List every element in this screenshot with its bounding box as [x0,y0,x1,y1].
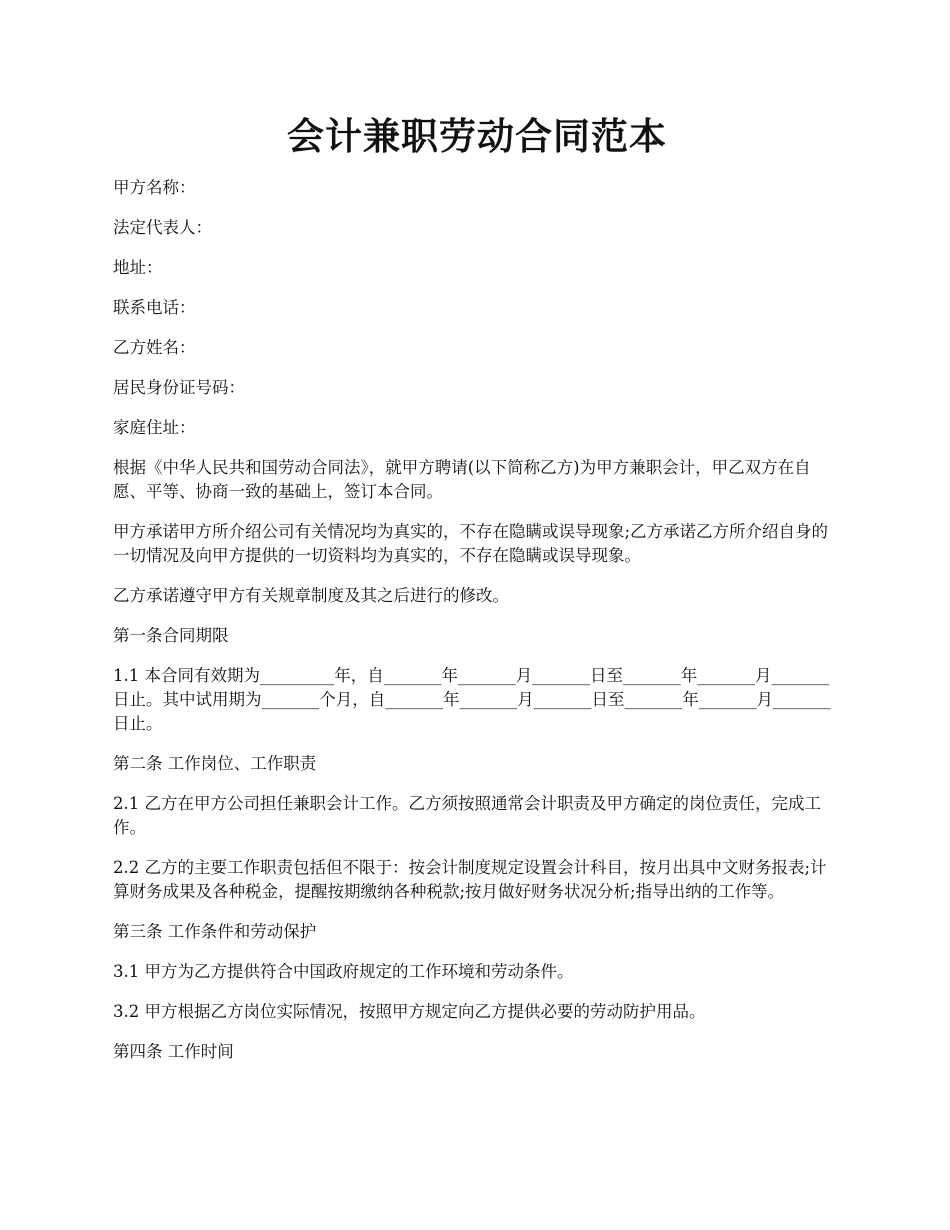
section-heading-1: 第一条合同期限 [113,626,229,645]
section-heading-2: 第二条 工作岗位、工作职责 [113,754,317,773]
party-a-name: 甲方名称： [113,178,196,197]
clause-1-1: 1.1 本合同有效期为_________年，自_______年_______月_______日至_______年_______月_______日止。其中试用期为_______个月，自_______年_______月_______日至_______年_______月_______日止。 [113,666,831,733]
party-b-name: 乙方姓名： [113,338,196,357]
section-heading-4: 第四条 工作时间 [113,1042,234,1061]
clause-2-1: 2.1 乙方在甲方公司担任兼职会计工作。乙方须按照通常会计职责及甲方确定的岗位责任，完成工作。 [113,794,821,837]
legal-representative: 法定代表人： [113,218,212,237]
contact-phone: 联系电话： [113,298,196,317]
document-title: 会计兼职劳动合同范本 [287,114,667,158]
preamble-paragraph: 根据《中华人民共和国劳动合同法》，就甲方聘请(以下简称乙方)为甲方兼职会计，甲乙双方在自愿、平等、协商一致的基础上，签订本合同。 [113,458,811,501]
home-address: 家庭住址： [113,418,196,437]
address: 地址： [113,258,163,277]
clause-3-2: 3.2 甲方根据乙方岗位实际情况，按照甲方规定向乙方提供必要的劳动防护用品。 [113,1002,706,1021]
id-number: 居民身份证号码： [113,378,245,397]
compliance-paragraph: 乙方承诺遵守甲方有关规章制度及其之后进行的修改。 [113,586,509,605]
commitment-paragraph: 甲方承诺甲方所介绍公司有关情况均为真实的，不存在隐瞒或误导现象;乙方承诺乙方所介绍自身的一切情况及向甲方提供的一切资料均为真实的，不存在隐瞒或误导现象。 [113,522,829,565]
clause-3-1: 3.1 甲方为乙方提供符合中国政府规定的工作环境和劳动条件。 [113,962,574,981]
clause-2-2: 2.2 乙方的主要工作职责包括但不限于：按会计制度规定设置会计科目，按月出具中文财务报表;计算财务成果及各种税金，提醒按期缴纳各种税款;按月做好财务状况分析;指导出纳的工作等。 [113,858,827,901]
document-page [113,112,841,1080]
section-heading-3: 第三条 工作条件和劳动保护 [113,922,317,941]
